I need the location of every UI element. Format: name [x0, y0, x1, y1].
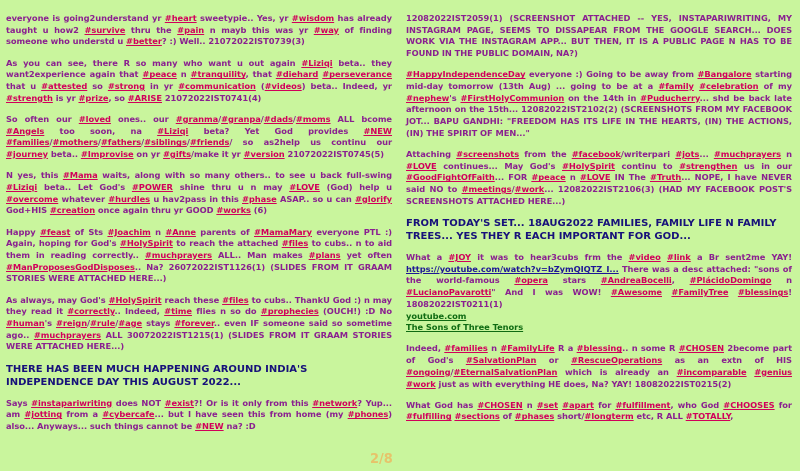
- hashtag-link[interactable]: #families: [444, 343, 488, 354]
- text-span: once again thru yr GOOD: [95, 205, 217, 216]
- hashtag-link[interactable]: #plans: [308, 249, 341, 260]
- text-span: Happy: [6, 226, 40, 237]
- hashtag-link[interactable]: #communication: [178, 81, 256, 92]
- text-span: from the: [519, 149, 572, 160]
- hashtag-link[interactable]: #attested: [41, 81, 88, 92]
- text-span: 21072022IST0741(4): [161, 92, 262, 103]
- text-span: As you can see, there R so many who want u out again: [6, 57, 302, 68]
- text-span: ALL.. Man makes: [212, 249, 309, 260]
- text-span: it was to hear3cubs frm the: [471, 252, 629, 263]
- text-span: of my: [758, 81, 792, 92]
- text-span: (God) help u: [319, 181, 392, 192]
- hashtag-link[interactable]: #exist: [164, 397, 194, 408]
- hashtag-link[interactable]: #work: [406, 378, 436, 389]
- hashtag-link[interactable]: #CHOOSES: [723, 399, 775, 410]
- text-span: .. Na? 26072022IST1126(1) (SLIDES FROM IT GRAAM STORIES WERE ATTACHED HERE...): [6, 261, 392, 284]
- url-link[interactable]: https://youtube.com/watch?v=bZymQIQTZ_I...: [406, 263, 619, 274]
- post-paragraph: [6, 398, 392, 433]
- hashtag-link[interactable]: #link: [666, 252, 691, 263]
- text-span: n mayb this was yr: [204, 24, 314, 35]
- text-span: shine thru u n may: [172, 181, 290, 192]
- hashtag-link[interactable]: #heart: [164, 13, 197, 23]
- hashtag-link[interactable]: #PlácidoDomingo: [689, 275, 772, 286]
- hashtag-link[interactable]: #fathers: [100, 137, 142, 148]
- hashtag-link[interactable]: #screenshots: [456, 149, 520, 160]
- hashtag-link[interactable]: #GoodFightOfFaith: [406, 172, 495, 183]
- text-span: ...: [699, 149, 714, 160]
- hashtag-link[interactable]: #videos: [264, 81, 302, 92]
- hashtag-link[interactable]: #strong: [107, 81, 146, 92]
- hashtag-link[interactable]: #siblings: [144, 137, 187, 148]
- hashtag-link[interactable]: #video: [628, 252, 661, 263]
- hashtag-link[interactable]: #version: [243, 149, 285, 160]
- text-span: sweetypie.. Yes, yr: [196, 13, 292, 23]
- text-span: a Br sent2me YAY!: [690, 252, 792, 263]
- hashtag-link[interactable]: #Awesome: [610, 287, 662, 298]
- hashtag-link[interactable]: #TOTALLY: [685, 411, 731, 422]
- hashtag-link[interactable]: #human: [6, 317, 45, 328]
- text-span: n: [565, 172, 580, 183]
- text-span: ) also... Anyways... such things cannot be: [6, 409, 393, 431]
- text-span: ... but I have seen this from home (my: [154, 409, 348, 420]
- text-span: ... shd be back late afternoon on the 15th... 12082022IST2102(2) (SCREENSHOTS FROM MY FACEBOOK JOT... BAPU GANDHI: "FREEDOM HAS ITS LIFE IN THE HEARTS, (IN) THE ACTIONS, (IN) THE SPIRIT OF MEN...": [406, 92, 793, 138]
- text-span: What God has: [406, 399, 478, 410]
- youtube-title-link[interactable]: The Sons of Three Tenors: [406, 322, 524, 333]
- hashtag-link[interactable]: #phones: [347, 409, 389, 420]
- hashtag-link[interactable]: #jotting: [24, 409, 63, 420]
- text-span: to cubs.. n to aid them in reading correctly..: [6, 238, 392, 260]
- hashtag-link[interactable]: #NEW: [363, 125, 392, 136]
- hashtag-link[interactable]: #Liziqi: [301, 57, 333, 68]
- hashtag-link[interactable]: #POWER: [131, 181, 173, 192]
- text-span: 's: [449, 92, 461, 103]
- hashtag-link[interactable]: #incomparable: [676, 366, 747, 377]
- text-span: .. n some R: [622, 343, 679, 354]
- hashtag-link[interactable]: #blessing: [576, 343, 623, 354]
- text-span: starting mid-day tomorrow (13th Aug) ... going to be at a: [406, 69, 792, 92]
- text-span: short/: [554, 411, 585, 422]
- text-span: everyone :) Going to be away from: [525, 69, 698, 80]
- text-span: to reach the attached: [172, 238, 282, 249]
- hashtag-link[interactable]: #HolySpirit: [119, 238, 173, 249]
- hashtag-link[interactable]: #works: [216, 205, 251, 216]
- post-paragraph: [6, 227, 392, 286]
- hashtag-link[interactable]: #cybercafe: [102, 409, 155, 420]
- text-span: ASAP.. so u can: [276, 193, 356, 204]
- text-span: /: [450, 366, 454, 377]
- hashtag-link[interactable]: #MamaMary: [254, 226, 312, 237]
- page-indicator: 2/8: [370, 452, 393, 467]
- text-span: " And I was WOW!: [491, 287, 611, 298]
- text-span: 12082022IST2059(1) (SCREENSHOT ATTACHED -- YES, INSTAPARIWRITING, MY INSTAGRAM PAGE, SEEMS TO DISSAPEAR FROM THE GOOGLE SEARCH... DOES WORK VIA THE INSTAGRAM APP... BUT THEN, IT IS A PUBLIC PAGE N HAS TO BE FOUND IN THE PUBLIC DOMAIN, NA?): [406, 13, 792, 59]
- hashtag-link[interactable]: #ManProposesGodDisposes: [6, 261, 135, 272]
- text-span: in yr: [145, 81, 179, 92]
- text-span: of finding someone who understd u: [6, 24, 392, 47]
- text-span: /: [115, 317, 119, 328]
- hashtag-link[interactable]: #NEW: [195, 420, 224, 431]
- text-span: n: [487, 343, 501, 354]
- hashtag-link[interactable]: #EternalSalvationPlan: [453, 366, 558, 377]
- text-span: R a: [554, 343, 577, 354]
- text-span: continu to: [614, 160, 680, 171]
- hashtag-link[interactable]: #fulfillment: [615, 399, 671, 410]
- text-span: , so: [108, 92, 128, 103]
- hashtag-link[interactable]: #Angels: [6, 125, 45, 136]
- text-span: n: [781, 149, 793, 160]
- text-span: ! 18082022IST0211(1): [406, 287, 792, 309]
- text-span: ? Yup... am: [6, 397, 393, 420]
- hashtag-link[interactable]: #pain: [177, 24, 205, 35]
- hashtag-link[interactable]: #granpa: [221, 113, 261, 124]
- hashtag-link[interactable]: #Liziqi: [157, 125, 189, 136]
- text-span: yet often: [340, 249, 393, 260]
- hashtag-link[interactable]: #HolySpirit: [108, 294, 162, 305]
- post-paragraph: [406, 149, 792, 208]
- hashtag-link[interactable]: #way: [313, 24, 339, 35]
- text-span: Indeed,: [406, 343, 445, 354]
- text-span: n: [150, 226, 166, 237]
- hashtag-link[interactable]: #feast: [39, 226, 71, 237]
- hashtag-link[interactable]: #apart: [562, 399, 594, 410]
- text-span: n: [771, 275, 792, 286]
- hashtag-link[interactable]: #Puducherry: [640, 92, 700, 103]
- section-heading: THERE HAS BEEN MUCH HAPPENING AROUND INDIA'S INDEPENDENCE DAY THIS AUGUST 2022...: [6, 363, 308, 388]
- text-span: continues... May God's: [436, 160, 563, 171]
- text-span: There was a desc attached: "sons of the world-famous: [406, 263, 792, 286]
- text-span: Attaching: [406, 149, 457, 160]
- post-paragraph: [6, 114, 392, 161]
- text-span: /: [292, 113, 296, 124]
- text-span: ... FOR: [494, 172, 532, 183]
- text-span: 's: [44, 317, 56, 328]
- hashtag-link[interactable]: #granma: [175, 113, 219, 124]
- text-span: beta.. they want2experience again that: [6, 57, 393, 80]
- hashtag-link[interactable]: #FamilyTree: [671, 287, 729, 298]
- hashtag-link[interactable]: #time: [164, 306, 192, 317]
- text-span: /: [87, 317, 91, 328]
- hashtag-link[interactable]: #work: [514, 184, 545, 195]
- text-span: or: [536, 355, 571, 366]
- text-span: (OUCH!) :D No: [318, 306, 392, 317]
- hashtag-link[interactable]: #meetings: [461, 184, 512, 195]
- post-paragraph: [6, 170, 392, 217]
- text-span: reach these: [161, 294, 223, 305]
- hashtag-link[interactable]: #strengthen: [679, 160, 738, 171]
- hashtag-link[interactable]: #muchprayers: [144, 249, 213, 260]
- hashtag-link[interactable]: #sections: [454, 411, 500, 422]
- post-paragraph: [406, 69, 792, 139]
- hashtag-link[interactable]: #AndreaBocelli: [600, 275, 672, 286]
- text-span: thru the: [125, 24, 178, 35]
- hashtag-link[interactable]: #Anne: [165, 226, 196, 237]
- hashtag-link[interactable]: #LucianoPavarotti: [406, 287, 492, 298]
- text-span: so: [87, 81, 108, 92]
- text-span: Says: [6, 397, 32, 408]
- hashtag-link[interactable]: #forever: [174, 317, 214, 328]
- text-span: God+HIS: [6, 205, 50, 216]
- hashtag-link[interactable]: #fulfilling: [406, 411, 452, 422]
- post-paragraph: [406, 252, 792, 311]
- text-span: beta? Yet God provides: [188, 125, 364, 136]
- hashtag-link[interactable]: #peace: [531, 172, 566, 183]
- hashtag-link[interactable]: #families: [6, 137, 50, 148]
- hashtag-link[interactable]: #files: [281, 238, 309, 249]
- hashtag-link[interactable]: #Truth: [649, 172, 682, 183]
- text-span: (6): [250, 205, 267, 216]
- text-span: , that: [245, 69, 276, 80]
- hashtag-link[interactable]: #Mama: [62, 170, 98, 181]
- text-span: na? :D: [223, 420, 256, 431]
- hashtag-link[interactable]: #diehard: [275, 69, 319, 80]
- text-span: ,: [671, 275, 690, 286]
- text-span: has already taught u how2: [6, 13, 392, 35]
- text-span: of Sts: [70, 226, 108, 237]
- hashtag-link[interactable]: #journey: [6, 149, 49, 160]
- hashtag-link[interactable]: #CHOSEN: [477, 399, 523, 410]
- text-span: / so as2help us continu our: [229, 137, 392, 148]
- text-span: n: [522, 399, 537, 410]
- hashtag-link[interactable]: #genius: [754, 366, 793, 377]
- text-span: /: [186, 137, 190, 148]
- right-column: [406, 0, 792, 433]
- text-span: on the 14th in: [564, 92, 641, 103]
- hashtag-link[interactable]: #HappyIndependenceDay: [406, 69, 526, 80]
- text-span: ,: [730, 411, 734, 422]
- hashtag-link[interactable]: #rule: [90, 317, 116, 328]
- hashtag-link[interactable]: #HolySpirit: [562, 160, 615, 171]
- text-span: of: [499, 411, 515, 422]
- text-span: /: [141, 137, 145, 148]
- post-paragraph: [406, 13, 792, 60]
- text-span: /: [97, 137, 101, 148]
- hashtag-link[interactable]: #overcome: [6, 193, 59, 204]
- post-paragraph: [6, 13, 392, 48]
- post-paragraph: [6, 295, 392, 354]
- hashtag-link[interactable]: #jots: [675, 149, 700, 160]
- hashtag-link[interactable]: #prophecies: [260, 306, 319, 317]
- hashtag-link[interactable]: #gifts: [163, 149, 191, 160]
- post-paragraph: [406, 343, 792, 390]
- text-span: ?! Or is it only from this: [193, 397, 313, 408]
- hashtag-link[interactable]: #ARISE: [127, 92, 162, 103]
- hashtag-link[interactable]: #survive: [84, 24, 126, 35]
- hashtag-link[interactable]: #hurdles: [108, 193, 151, 204]
- hashtag-link[interactable]: #prize: [78, 92, 109, 103]
- hashtag-link[interactable]: #loved: [78, 113, 111, 124]
- text-span: us in our: [737, 160, 792, 171]
- text-span: ALL 30072022IST1215(1) (SLIDES FROM IT GRAAM STORIES WERE ATTACHED HERE...): [6, 329, 392, 352]
- text-span: IN The: [610, 172, 650, 183]
- left-column: [6, 0, 392, 442]
- text-span: /: [260, 113, 264, 124]
- hashtag-link[interactable]: #creation: [49, 205, 96, 216]
- hashtag-link[interactable]: #mothers: [52, 137, 98, 148]
- hashtag-link[interactable]: #wisdom: [291, 13, 335, 23]
- text-span: beta..: [48, 149, 81, 160]
- text-span: on yr: [133, 149, 164, 160]
- hashtag-link[interactable]: #set: [536, 399, 558, 410]
- text-span: parents of: [195, 226, 254, 237]
- text-span: too soon, na: [44, 125, 158, 136]
- text-span: beta.. Let God's: [37, 181, 132, 192]
- text-span: [662, 287, 671, 297]
- text-span: does NOT: [112, 397, 165, 408]
- text-span: /make it yr: [190, 149, 244, 160]
- text-span: N yes, this: [6, 170, 63, 181]
- text-span: ones.. our: [110, 113, 176, 124]
- text-span: /: [218, 113, 222, 124]
- hashtag-link[interactable]: #peace: [142, 69, 177, 80]
- hashtag-link[interactable]: #blessings: [737, 287, 789, 298]
- hashtag-link[interactable]: #JOY: [448, 252, 471, 263]
- text-span: As always, may God's: [6, 294, 109, 305]
- hashtag-link[interactable]: #phases: [514, 411, 555, 422]
- text-span: ? :) Well.. 21072022IST0739(3): [161, 36, 305, 47]
- section-heading: FROM TODAY'S SET... 18AUG2022 FAMILIES, FAMILY LIFE N FAMILY TREES... YES THEY R EACH IMPORTANT FOR GOD...: [406, 218, 777, 243]
- hashtag-link[interactable]: #nephew: [406, 92, 450, 103]
- hashtag-link[interactable]: #reign: [55, 317, 88, 328]
- text-span: that u: [6, 81, 42, 92]
- text-span: to cubs.. ThankU God :) n may they read it: [6, 294, 392, 317]
- hashtag-link[interactable]: #friends: [189, 137, 230, 148]
- hashtag-link[interactable]: #Liziqi: [6, 181, 38, 192]
- hashtag-link[interactable]: #moms: [295, 113, 331, 124]
- text-span: stays: [142, 317, 175, 328]
- text-span: (: [255, 81, 265, 92]
- hashtag-link[interactable]: #network: [312, 397, 358, 408]
- hashtag-link[interactable]: #age: [118, 317, 143, 328]
- hashtag-link[interactable]: #files: [222, 294, 249, 305]
- text-span: [728, 287, 737, 297]
- text-span: .. Indeed,: [114, 306, 165, 317]
- hashtag-link[interactable]: #CHOSEN: [678, 343, 724, 354]
- hashtag-link[interactable]: #perseverance: [322, 69, 392, 80]
- text-span: is yr: [52, 92, 79, 103]
- text-span: /: [511, 184, 515, 195]
- hashtag-link[interactable]: #FirstHolyCommunion: [460, 92, 565, 103]
- post-paragraph: [406, 400, 792, 423]
- text-span: What a: [406, 252, 449, 263]
- text-span: everyone is going2understand yr: [6, 13, 165, 23]
- text-span: /: [49, 137, 53, 148]
- text-span: So often our: [6, 113, 79, 124]
- text-span: everyone PTL :) Again, hoping for God's: [6, 226, 392, 249]
- youtube-domain-link[interactable]: youtube.com: [406, 310, 467, 321]
- text-span: whatever: [58, 193, 109, 204]
- hashtag-link[interactable]: #instapariwriting: [31, 397, 113, 408]
- hashtag-link[interactable]: #LOVE: [289, 181, 320, 192]
- text-span: ALL bcome: [330, 113, 393, 124]
- hashtag-link[interactable]: #strength: [6, 92, 53, 103]
- text-span: u hav2pass in this: [150, 193, 243, 204]
- hashtag-link[interactable]: #opera: [514, 275, 548, 286]
- text-span: which is already an: [557, 366, 677, 377]
- hashtag-link[interactable]: #celebration: [699, 81, 759, 92]
- hashtag-link[interactable]: #better: [126, 36, 162, 47]
- text-span: just as with everything HE does, Na? YAY! 18082022IST0215(2): [435, 378, 732, 389]
- hashtag-link[interactable]: #muchprayers: [713, 149, 782, 160]
- hashtag-link[interactable]: #LOVE: [579, 172, 611, 183]
- hashtag-link[interactable]: #LOVE: [406, 160, 437, 171]
- hashtag-link[interactable]: #FamilyLife: [500, 343, 555, 354]
- hashtag-link[interactable]: #ongoing: [406, 366, 451, 377]
- hashtag-link[interactable]: #longterm: [584, 411, 634, 422]
- text-span: ... 12082022IST2106(3) (HAD MY FACEBOOK POST'S SCREENSHOTS ATTACHED HERE...): [406, 184, 792, 206]
- text-span: 2become part of God's: [406, 343, 792, 366]
- text-span: flies n so do: [191, 306, 261, 317]
- text-span: from a: [62, 409, 103, 420]
- text-span: etc, R ALL: [633, 411, 686, 422]
- post-paragraph: [6, 58, 392, 105]
- hashtag-link[interactable]: #family: [658, 81, 694, 92]
- hashtag-link[interactable]: #Joachim: [107, 226, 151, 237]
- text-span: , who God: [670, 399, 724, 410]
- hashtag-link[interactable]: #RescueOperations: [570, 355, 663, 366]
- text-span: ) beta.. Indeed, yr: [301, 81, 392, 92]
- text-span: for: [593, 399, 616, 410]
- text-span: /writerpari: [620, 149, 676, 160]
- hashtag-link[interactable]: #phase: [242, 193, 277, 204]
- text-span: waits, along with so many others.. to see u back full-swing: [97, 170, 392, 181]
- hashtag-link[interactable]: #muchprayers: [33, 329, 102, 340]
- text-span: n: [176, 69, 191, 80]
- text-span: 21072022IST0745(5): [284, 149, 384, 160]
- hashtag-link[interactable]: #tranquility: [190, 69, 246, 80]
- hashtag-link[interactable]: #dads: [263, 113, 293, 124]
- hashtag-link[interactable]: #glorify: [355, 193, 393, 204]
- text-span: as an extn of HIS: [662, 355, 792, 366]
- hashtag-link[interactable]: #facebook: [571, 149, 621, 160]
- text-span: .. even IF someone said so sometime ago..: [6, 317, 392, 340]
- hashtag-link[interactable]: #SalvationPlan: [465, 355, 537, 366]
- text-span: stars: [547, 275, 601, 286]
- hashtag-link[interactable]: #Improvise: [80, 149, 134, 160]
- text-span: ... NOPE, I have NEVER said NO to: [406, 172, 792, 195]
- hashtag-link[interactable]: #Bangalore: [697, 69, 752, 80]
- hashtag-link[interactable]: #correctly: [67, 306, 115, 317]
- text-span: for: [774, 399, 792, 410]
